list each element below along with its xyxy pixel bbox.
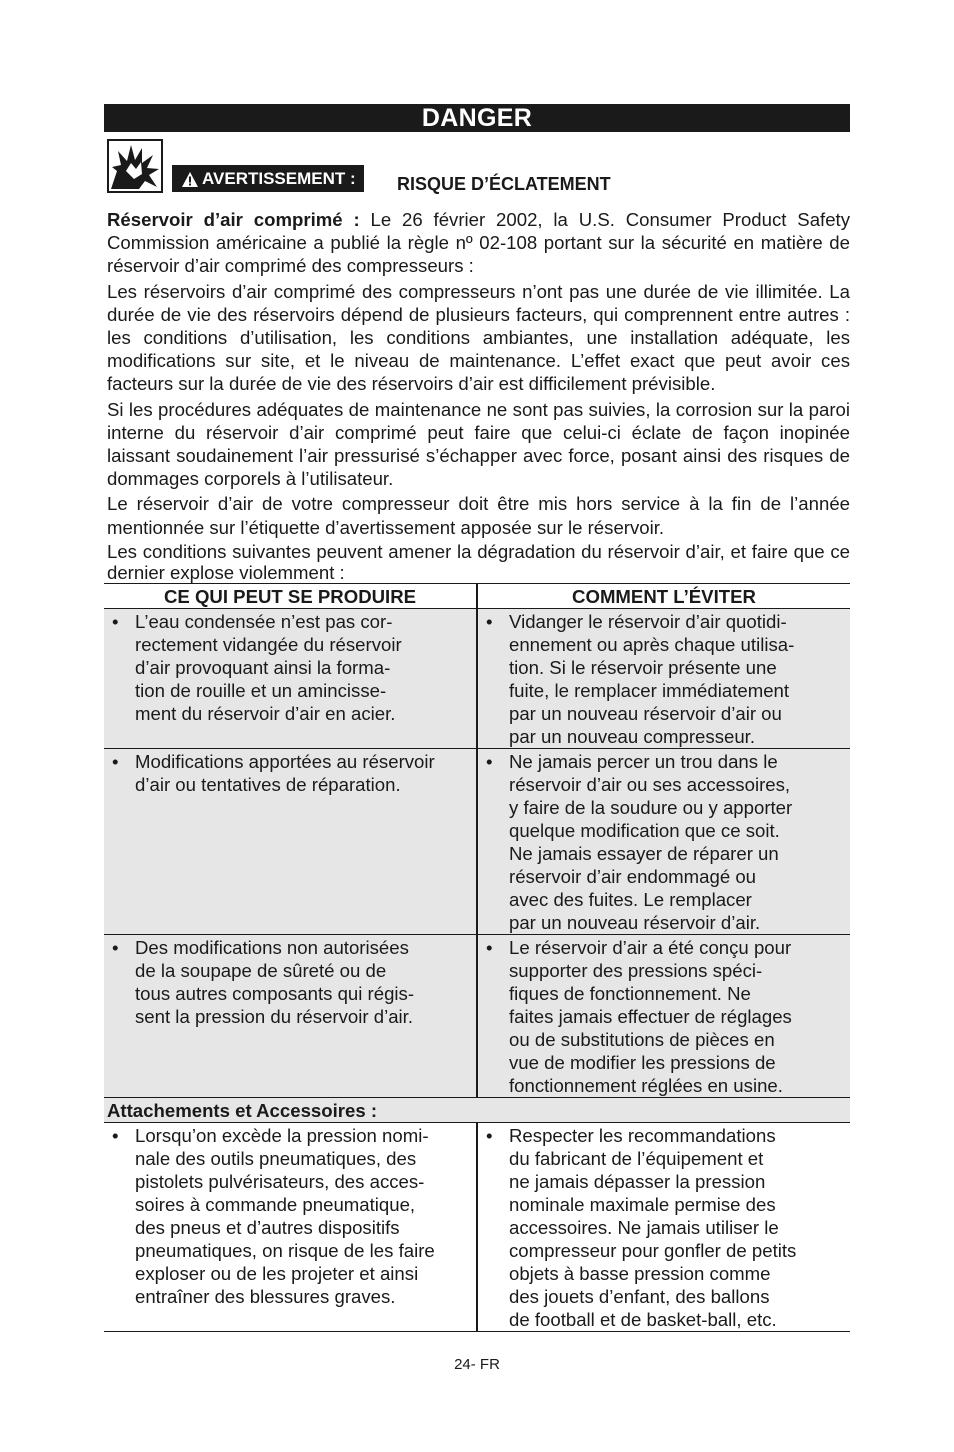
- hazard-label: RISQUE D’ÉCLATEMENT: [397, 174, 611, 194]
- cell-text-line: par un nouveau compresseur.: [509, 725, 756, 747]
- cell-text-line: fuite, le remplacer immédiatement: [509, 679, 790, 701]
- cell-text-line: fonctionnement réglées en usine.: [509, 1074, 783, 1096]
- warning-badge-label: AVERTISSEMENT :: [202, 169, 356, 188]
- cell-text-line: tion de rouille et un amincisse-: [135, 679, 387, 701]
- risk-cell: [104, 608, 477, 748]
- cell-text-line: y faire de la soudure ou y apporter: [509, 796, 793, 818]
- cell-text-line: du fabricant de l’équipement et: [509, 1147, 764, 1169]
- warning-badge: [172, 165, 364, 192]
- cell-text-line: des jouets d’enfant, des ballons: [509, 1285, 770, 1307]
- section-label: Attachements et Accessoires :: [104, 1097, 850, 1122]
- cell-text-line: avec des fuites. Le remplacer: [509, 888, 752, 910]
- cell-text-line: Ne jamais essayer de réparer un: [509, 842, 779, 864]
- cell-text-line: d’air ou tentatives de réparation.: [135, 773, 401, 795]
- cell-text-line: ne jamais dépasser la pression: [509, 1170, 766, 1192]
- column-header-risk: CE QUI PEUT SE PRODUIRE: [104, 583, 477, 608]
- risk-cell: [104, 934, 477, 1097]
- cell-text-line: réservoir d’air ou ses accessoires,: [509, 773, 791, 795]
- avoid-cell: [477, 748, 850, 934]
- cell-text-line: de la soupape de sûreté ou de: [135, 959, 387, 981]
- cell-text-line: entraîner des blessures graves.: [135, 1285, 396, 1307]
- bullet: •: [112, 610, 119, 632]
- table-row: [104, 748, 850, 934]
- page-number: 24- FR: [454, 1356, 500, 1373]
- cell-text-line: réservoir d’air endommagé ou: [509, 865, 757, 887]
- cell-text-line: ment du réservoir d’air en acier.: [135, 702, 396, 724]
- hazard-table: [104, 583, 850, 1332]
- intro-paragraph: [107, 208, 850, 278]
- cell-text-line: ennement ou après chaque utilisa-: [509, 633, 795, 655]
- cell-text-line: nominale maximale permise des: [509, 1193, 776, 1215]
- section-header-row: [104, 1097, 850, 1122]
- cell-text-line: supporter des pressions spéci-: [509, 959, 763, 981]
- cell-text-line: L’eau condensée n’est pas cor-: [135, 610, 393, 632]
- warning-triangle-icon: [182, 172, 198, 187]
- cell-text-line: tion. Si le réservoir présente une: [509, 656, 777, 678]
- cell-text-line: sent la pression du réservoir d’air.: [135, 1005, 414, 1027]
- avoid-cell: [477, 934, 850, 1097]
- cell-text-line: Lorsqu’on excède la pression nomi-: [135, 1124, 429, 1146]
- bullet: •: [486, 610, 493, 632]
- warning-row: [104, 135, 850, 197]
- table-row: [104, 1122, 850, 1331]
- cell-text-line: faites jamais effectuer de réglages: [509, 1005, 792, 1027]
- avoid-cell: [477, 608, 850, 748]
- cell-text-line: Ne jamais percer un trou dans le: [509, 750, 778, 772]
- paragraph: Le réservoir d’air de votre compresseur doit être mis hors service à la fin de l’année mentionnée sur l’étiquette d’avertissement apposée sur le réservoir.: [107, 493, 850, 538]
- cell-text-line: compresseur pour gonfler de petits: [509, 1239, 797, 1261]
- explosion-icon: [107, 139, 163, 193]
- cell-text-line: pneumatiques, on risque de les faire: [135, 1239, 435, 1261]
- paragraph: Les réservoirs d’air comprimé des compresseurs n’ont pas une durée de vie illimitée. La durée de vie des réservoirs dépend de plusieurs facteurs, qui comprennent entre autres : les conditions d’utilisation, les conditions ambiantes, une installation adéquate, les modifications sur site, et le niveau de maintenance. L’effet exact que peut avoir ces facteurs sur la durée de vie des réservoirs d’air est difficilement prévisible.: [107, 280, 850, 395]
- table-row: [104, 934, 850, 1097]
- cell-text-line: par un nouveau réservoir d’air.: [509, 911, 761, 933]
- cell-text-line: fiques de fonctionnement. Ne: [509, 982, 751, 1004]
- cell-text-line: objets à basse pression comme: [509, 1262, 771, 1284]
- cell-text-line: d’air provoquant ainsi la forma-: [135, 656, 391, 678]
- cell-text-line: rectement vidangée du réservoir: [135, 633, 402, 655]
- cell-text-line: Modifications apportées au réservoir: [135, 750, 435, 772]
- bullet: •: [112, 750, 119, 772]
- cell-text-line: nale des outils pneumatiques, des: [135, 1147, 417, 1169]
- risk-cell: [104, 748, 477, 934]
- cell-text-line: par un nouveau réservoir d’air ou: [509, 702, 782, 724]
- column-header-avoid: COMMENT L’ÉVITER: [477, 583, 850, 608]
- cell-text-line: Vidanger le réservoir d’air quotidi-: [509, 610, 787, 632]
- cell-text-line: tous autres composants qui régis-: [135, 982, 415, 1004]
- cell-text-line: soires à commande pneumatique,: [135, 1193, 416, 1215]
- cell-text-line: ou de substitutions de pièces en: [509, 1028, 775, 1050]
- cell-text-line: accessoires. Ne jamais utiliser le: [509, 1216, 779, 1238]
- cell-text-line: Le réservoir d’air a été conçu pour: [509, 936, 792, 958]
- cell-text-line: pistolets pulvérisateurs, des acces-: [135, 1170, 425, 1192]
- cell-text-line: vue de modifier les pressions de: [509, 1051, 776, 1073]
- cell-text-line: Des modifications non autorisées: [135, 936, 409, 958]
- bullet: •: [486, 750, 493, 772]
- bullet: •: [486, 1124, 493, 1146]
- bullet: •: [112, 1124, 119, 1146]
- cell-text-line: quelque modification que ce soit.: [509, 819, 780, 841]
- avoid-cell: [477, 1122, 850, 1331]
- risk-cell: [104, 1122, 477, 1331]
- intro-lead: Réservoir d’air comprimé :: [107, 209, 360, 230]
- bullet: •: [112, 936, 119, 958]
- cell-text-line: Respecter les recommandations: [509, 1124, 776, 1146]
- paragraph: Si les procédures adéquates de maintenance ne sont pas suivies, la corrosion sur la paroi interne du réservoir d’air comprimé peut faire que celui-ci éclate de façon inopinée laissant soudainement l’air pressurisé s’échapper avec force, posant ainsi des risques de dommages corporels à l’utilisateur.: [107, 398, 850, 490]
- intro-text: Le 26 février 2002, la U.S. Consumer Product Safety Commission américaine a publié la règle nº 02-108 portant sur la sécurité en matière de réservoir d’air comprimé des compresseurs :: [107, 209, 851, 277]
- bullet: •: [486, 936, 493, 958]
- cell-text-line: exploser ou de les projeter et ainsi: [135, 1262, 419, 1284]
- cell-text-line: de football et de basket-ball, etc.: [509, 1308, 777, 1330]
- danger-heading: DANGER: [104, 104, 850, 132]
- cell-text-line: des pneus et d’autres dispositifs: [135, 1216, 400, 1238]
- table-row: [104, 608, 850, 748]
- paragraph: Les conditions suivantes peuvent amener la dégradation du réservoir d’air, et faire que ce dernier explose violemment :: [107, 540, 850, 583]
- document-page: [104, 104, 850, 1332]
